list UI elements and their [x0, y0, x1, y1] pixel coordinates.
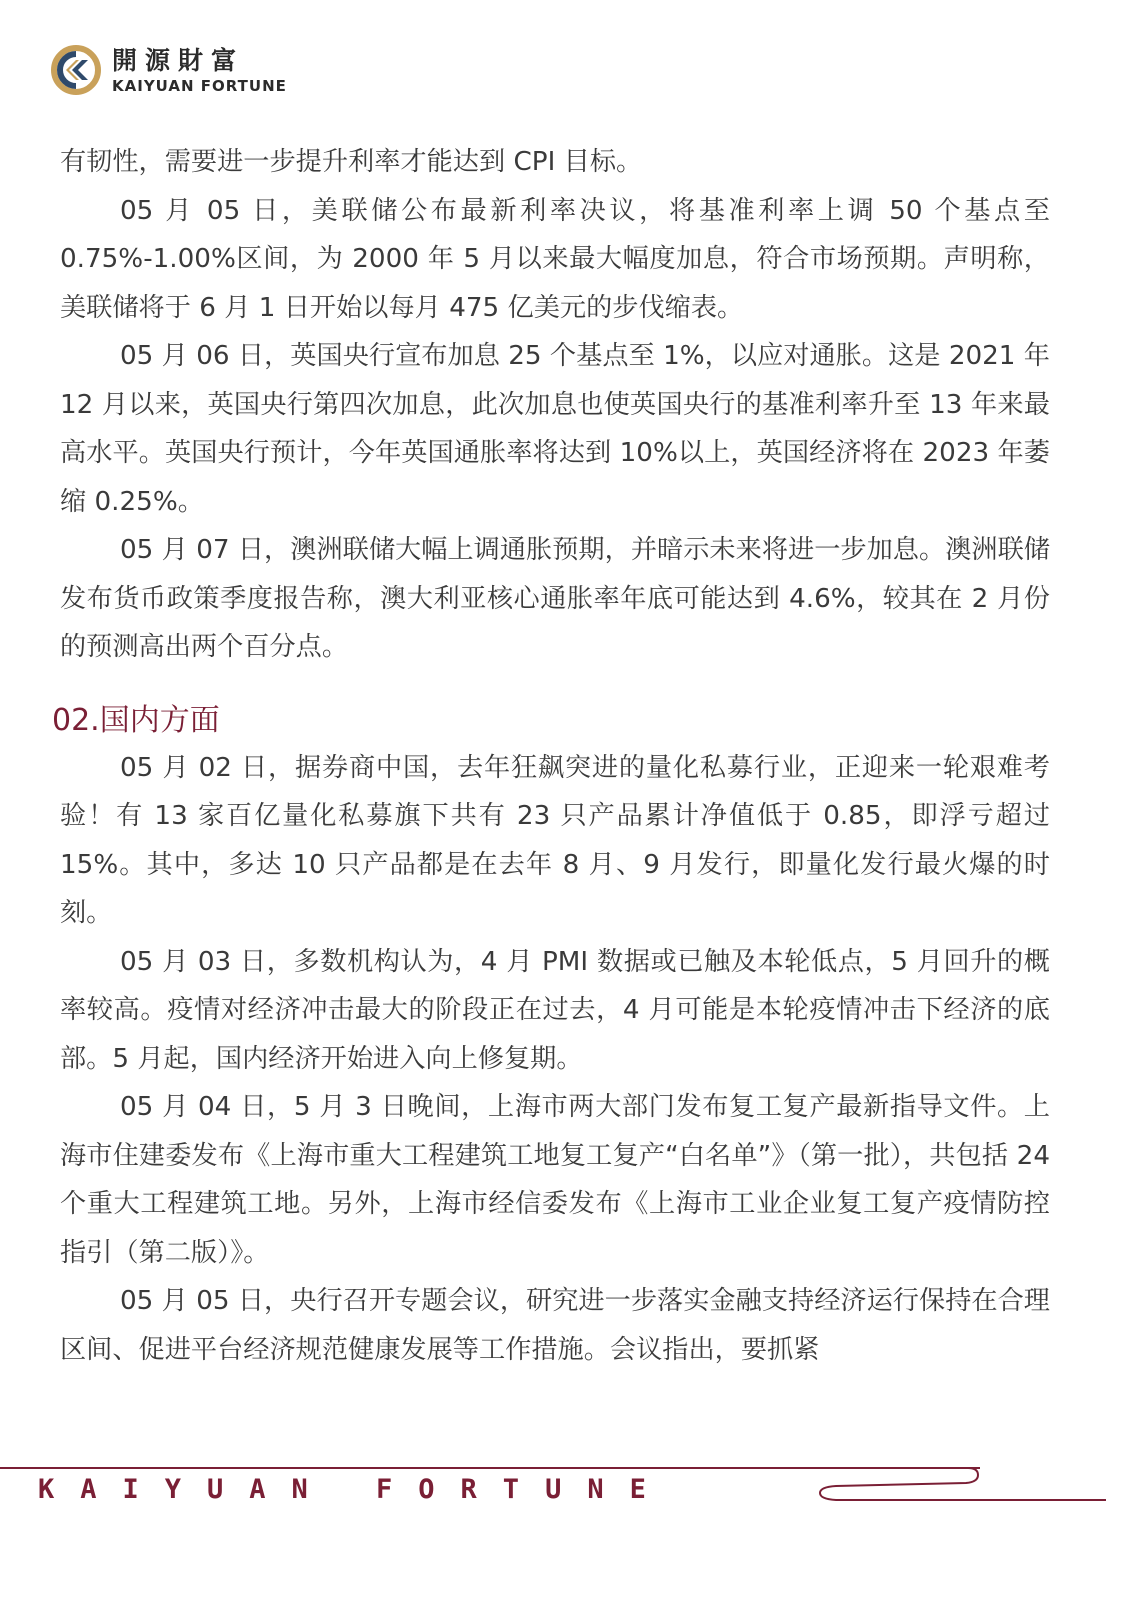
paragraph-intl-boe: 05 月 06 日，英国央行宣布加息 25 个基点至 1%，以应对通胀。这是 2021 年 12 月以来，英国央行第四次加息，此次加息也使英国央行的基准利率升至 13 年来最高水平。英国央行预计，今年英国通胀率将达到 10%以上，英国经济将在 2023 年萎缩 0.25%。 [60, 341, 1050, 517]
article-body [52, 138, 1050, 1374]
header [50, 40, 287, 100]
brand-block [112, 46, 287, 95]
paragraph-domestic-shanghai: 05 月 04 日，5 月 3 日晚间，上海市两大部门发布复工复产最新指导文件。上海市住建委发布《上海市重大工程建筑工地复工复产“白名单”》（第一批），共包括 24 个重大工程建筑工地。另外，上海市经信委发布《上海市工业企业复工复产疫情防控指引（第二版）》。 [60, 1092, 1050, 1268]
brand-name-en: KAIYUAN FORTUNE [112, 76, 287, 95]
footer-swoosh-decoration [816, 1466, 1106, 1506]
brand-name-cn: 開源財富 [112, 45, 245, 75]
footer-brand-text: KAIYUAN FORTUNE [38, 1474, 672, 1505]
paragraph-intl-rba: 05 月 07 日，澳洲联储大幅上调通胀预期，并暗示未来将进一步加息。澳洲联储发布货币政策季度报告称，澳大利亚核心通胀率年底可能达到 4.6%，较其在 2 月份的预测高出两个百分点。 [60, 535, 1050, 662]
paragraph-domestic-pboc: 05 月 05 日，央行召开专题会议，研究进一步落实金融支持经济运行保持在合理区间、促进平台经济规范健康发展等工作措施。会议指出，要抓紧 [60, 1286, 1050, 1365]
paragraph-domestic-pmi: 05 月 03 日，多数机构认为，4 月 PMI 数据或已触及本轮低点，5 月回升的概率较高。疫情对经济冲击最大的阶段正在过去，4 月可能是本轮疫情冲击下经济的底部。5 月起，国内经济开始进入向上修复期。 [60, 946, 1050, 1074]
kaiyuan-logo-icon [50, 44, 102, 96]
paragraph-domestic-quant: 05 月 02 日，据券商中国，去年狂飙突进的量化私募行业，正迎来一轮艰难考验！有 13 家百亿量化私募旗下共有 23 只产品累计净值低于 0.85，即浮亏超过 15%。其中，多达 10 只产品都是在去年 8 月、9 月发行，即量化发行最火爆的时刻。 [60, 752, 1050, 928]
paragraph-intl-continued: 有韧性，需要进一步提升利率才能达到 CPI 目标。 [60, 147, 643, 177]
section-title-domestic: 02.国内方面 [52, 702, 220, 738]
paragraph-intl-fed: 05 月 05 日，美联储公布最新利率决议，将基准利率上调 50 个基点至 0.75%-1.00%区间，为 2000 年 5 月以来最大幅度加息，符合市场预期。声明称，美联储将于 6 月 1 日开始以每月 475 亿美元的步伐缩表。 [60, 195, 1050, 323]
